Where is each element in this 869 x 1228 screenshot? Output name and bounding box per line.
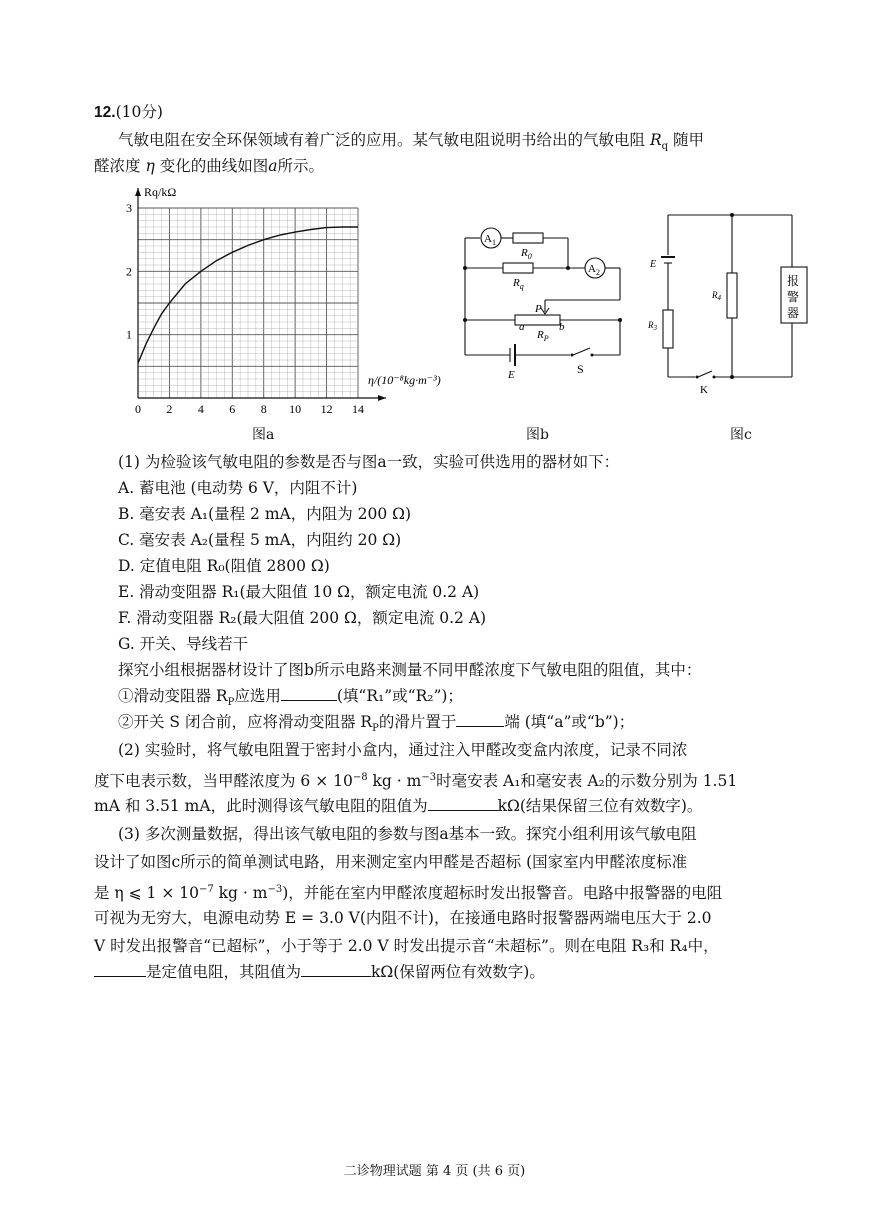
c-alarm-char-2: 警 — [787, 290, 800, 304]
page-footer: 二诊物理试题 第 4 页 (共 6 页) — [343, 1164, 526, 1179]
c-label-k: K — [700, 384, 708, 396]
question-score: (10分) — [115, 103, 163, 121]
b-label-a2: $A_2$ — [588, 263, 600, 277]
x-tick-label: 0 — [135, 402, 141, 416]
c-label-r4: $R_4$ — [712, 290, 721, 302]
x-tick-label: 4 — [197, 402, 204, 416]
question-number: 12. — [94, 104, 116, 121]
q2-answer-blank[interactable] — [456, 712, 504, 727]
x-tick-label: 8 — [260, 402, 267, 416]
p3-text-b: kg · m — [213, 884, 268, 903]
option-d: D. 定值电阻 R₀(阻值 2800 Ω) — [118, 557, 330, 575]
x-axis-arrow — [378, 395, 386, 401]
chart-ylabel: Rq/kΩ — [144, 185, 177, 199]
intro-text-2c: 所示。 — [277, 157, 324, 175]
y-tick-label: 3 — [126, 201, 132, 215]
b-label-s: S — [577, 362, 584, 376]
p3-sup2: −3 — [267, 884, 283, 895]
q2-text-a: ②开关 S 闭合前，应将滑动变阻器 R — [118, 713, 373, 731]
part3-line3 — [94, 880, 722, 903]
part3-line5: V 时发出报警音“已超标”，小于等于 2.0 V 时发出提示音“未超标”。则在电阻 R₃和 R₄中， — [94, 937, 719, 955]
option-f: F. 滑动变阻器 R₂(最大阻值 200 Ω，额定电流 0.2 A) — [118, 609, 487, 627]
intro-text-2b: 变化的曲线如图 — [159, 157, 269, 175]
b-label-rq: $R_q$ — [513, 277, 524, 291]
q1-answer-blank[interactable] — [281, 686, 337, 701]
figure-b-circuit — [455, 220, 645, 385]
part2-line3 — [94, 796, 702, 816]
rq-sub: q — [661, 141, 669, 153]
part2-line2 — [94, 768, 737, 791]
part1-intro: (1) 为检验该气敏电阻的参数是否与图a一致，实验可供选用的器材如下： — [118, 453, 620, 471]
q1-text-c: (填“R₁”或“R₂”)； — [336, 687, 463, 705]
figure-c-circuit — [640, 205, 820, 400]
intro-line-1 — [118, 130, 704, 157]
p2-text-b: kg · m — [367, 772, 422, 791]
c-label-r3: $R_3$ — [648, 320, 657, 332]
figure-b-caption: 图b — [526, 427, 549, 443]
part3-answer-blank-1[interactable] — [94, 962, 146, 977]
b-label-a1: $A_1$ — [484, 233, 496, 247]
part3-line6 — [94, 962, 545, 982]
p3-text-a: 是 η ⩽ 1 × 10 — [94, 884, 199, 903]
intro-text-2a: 醛浓度 — [94, 157, 141, 175]
p3-line6-b: kΩ(保留两位有效数字)。 — [371, 963, 545, 981]
intro-text-end: 随甲 — [672, 131, 704, 149]
eta-symbol: η — [145, 157, 155, 175]
p2-sup2: −3 — [421, 772, 437, 783]
chart-grid — [138, 208, 358, 398]
chart-axes — [135, 188, 386, 401]
p2-line3-b: kΩ(结果保留三位有效数字)。 — [497, 797, 703, 815]
p2-line3-a: mA 和 3.51 mA，此时测得该气敏电阻的阻值为 — [94, 797, 428, 815]
y-tick-label: 2 — [126, 264, 132, 279]
part2-line1: (2) 实验时，将气敏电阻置于密封小盒内，通过注入甲醛改变盒内浓度，记录不同浓 — [118, 741, 688, 759]
part1-design: 探究小组根据器材设计了图b所示电路来测量不同甲醛浓度下气敏电阻的阻值，其中： — [118, 661, 702, 679]
rq-symbol: R — [649, 131, 662, 149]
q1-sub: P — [227, 697, 235, 709]
y-tick-label: 1 — [126, 327, 132, 342]
p2-text-c: 时毫安表 A₁和毫安表 A₂的示数分别为 1.51 — [436, 772, 738, 791]
p3-text-c: )，并能在室内甲醛浓度超标时发出报警音。电路中报警器的电阻 — [282, 884, 723, 903]
part3-line4: 可视为无穷大，电源电动势 E = 3.0 V(内阻不计)，在接通电路时报警器两端电压大于 2.0 — [94, 909, 712, 927]
intro-text: 气敏电阻在安全环保领域有着广泛的应用。某气敏电阻说明书给出的气敏电阻 — [118, 131, 646, 149]
figure-a-caption: 图a — [252, 427, 275, 443]
part3-line1: (3) 多次测量数据，得出该气敏电阻的参数与图a基本一致。探究小组利用该气敏电阻 — [118, 825, 697, 843]
p2-sup: −8 — [352, 772, 368, 783]
c-alarm-char-1: 报 — [787, 274, 800, 288]
option-a: A. 蓄电池 (电动势 6 V，内阻不计) — [118, 479, 358, 497]
y-axis-arrow — [135, 188, 141, 196]
c-label-e: E — [650, 259, 657, 270]
part1-q1 — [118, 686, 463, 713]
chart-xlabel: η/(10⁻⁸kg·m⁻³) — [368, 373, 441, 387]
option-e: E. 滑动变阻器 R₁(最大阻值 10 Ω，额定电流 0.2 A) — [118, 583, 480, 601]
part1-q2 — [118, 712, 634, 739]
x-tick-label: 14 — [352, 402, 364, 416]
p3-line6-a: 是定值电阻，其阻值为 — [146, 963, 302, 981]
figure-c-caption: 图c — [730, 427, 752, 443]
q2-text-b: 的滑片置于 — [378, 713, 457, 731]
part3-line2: 设计了如图c所示的简单测试电路，用来测定室内甲醛是否超标 (国家室内甲醛浓度标准 — [94, 853, 688, 871]
b-label-p: P — [535, 303, 542, 315]
b-label-b: b — [559, 321, 565, 333]
x-tick-label: 6 — [229, 402, 236, 416]
question-header — [94, 102, 163, 123]
b-label-e: E — [508, 369, 515, 381]
x-tick-label: 2 — [166, 402, 173, 416]
p2-text-a: 度下电表示数，当甲醛浓度为 6 × 10 — [94, 772, 353, 791]
c-alarm-char-3: 器 — [787, 306, 800, 320]
b-label-rp: $R_P$ — [537, 329, 549, 343]
fig-ref: a — [268, 157, 278, 175]
q1-text-b: 应选用 — [234, 687, 281, 705]
option-b: B. 毫安表 A₁(量程 2 mA，内阻为 200 Ω) — [118, 505, 412, 523]
q2-sub: P — [372, 723, 379, 735]
part2-answer-blank[interactable] — [428, 796, 498, 811]
figure-a-chart — [110, 180, 460, 420]
part3-answer-blank-2[interactable] — [301, 962, 371, 977]
x-tick-label: 12 — [320, 402, 333, 416]
intro-line-2 — [94, 156, 324, 176]
q2-text-c: 端 (填“a”或“b”)； — [504, 713, 635, 731]
x-tick-label: 10 — [289, 402, 302, 416]
p3-sup: −7 — [198, 884, 214, 895]
option-g: G. 开关、导线若干 — [118, 635, 249, 653]
b-label-r0: $R_0$ — [521, 247, 532, 261]
b-label-a: a — [519, 321, 525, 333]
q1-text-a: ①滑动变阻器 R — [118, 687, 228, 705]
option-c: C. 毫安表 A₂(量程 5 mA，内阻约 20 Ω) — [118, 531, 402, 549]
